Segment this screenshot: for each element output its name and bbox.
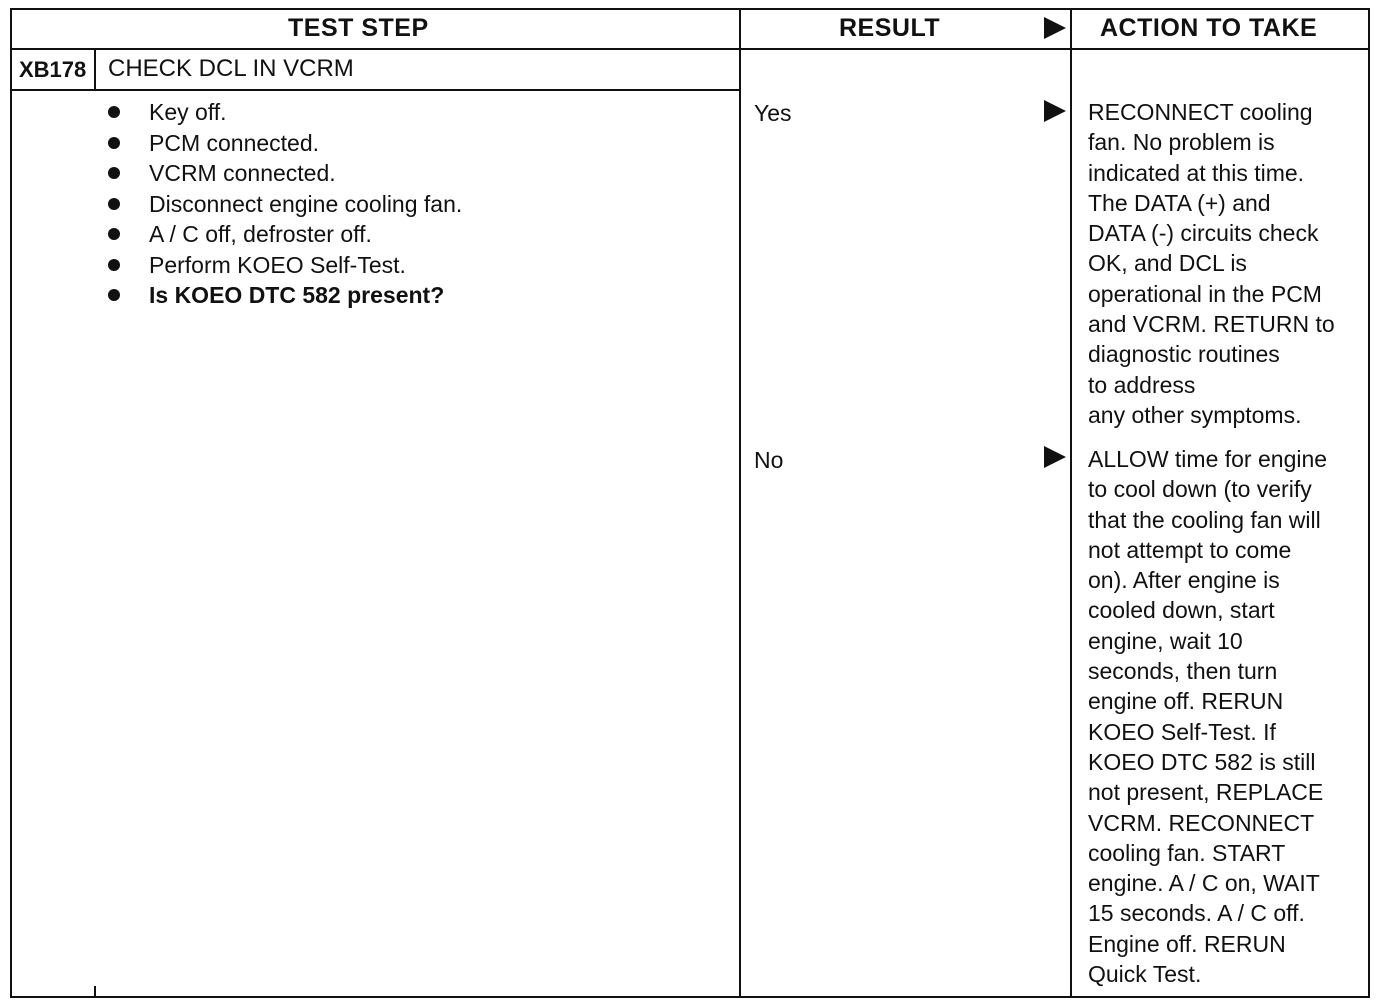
list-item: PCM connected. <box>104 128 462 159</box>
list-item-question: Is KOEO DTC 582 present? <box>104 280 462 311</box>
action-line: operational in the PCM <box>1088 280 1322 307</box>
list-item: Disconnect engine cooling fan. <box>104 189 462 220</box>
action-line: on). After engine is <box>1088 567 1280 594</box>
table-left-border <box>10 8 12 998</box>
action-line: KOEO Self-Test. If <box>1088 718 1276 745</box>
action-line: Engine off. RERUN <box>1088 930 1286 957</box>
table-right-border <box>1368 8 1370 998</box>
bullet-icon <box>108 167 120 179</box>
table-bottom-border <box>10 996 1370 998</box>
action-column-divider <box>1070 8 1072 998</box>
action-line: fan. No problem is <box>1088 129 1275 156</box>
result-no: No <box>754 447 784 473</box>
bullet-icon <box>108 228 120 240</box>
action-line: to address <box>1088 371 1196 398</box>
bullet-icon <box>108 289 120 301</box>
action-line: not present, REPLACE <box>1088 779 1324 806</box>
list-item: Key off. <box>104 97 462 128</box>
result-yes: Yes <box>754 100 792 126</box>
action-line: diagnostic routines <box>1088 341 1280 368</box>
bullet-icon <box>108 198 120 210</box>
list-item: A / C off, defroster off. <box>104 219 462 250</box>
action-line: any other symptoms. <box>1088 401 1302 428</box>
result-yes-arrow-icon <box>1044 100 1066 122</box>
step-title-divider <box>10 89 741 91</box>
action-line: The DATA (+) and <box>1088 189 1271 216</box>
action-line: that the cooling fan will <box>1088 506 1321 533</box>
header-result: RESULT <box>839 14 941 42</box>
action-line: cooling fan. START <box>1088 839 1286 866</box>
header-action-to-take: ACTION TO TAKE <box>1100 14 1318 42</box>
bullet-icon <box>108 106 120 118</box>
header-divider <box>10 48 1370 50</box>
action-line: KOEO DTC 582 is still <box>1088 748 1316 775</box>
list-item: Perform KOEO Self-Test. <box>104 250 462 281</box>
action-line: engine, wait 10 <box>1088 627 1243 654</box>
action-line: DATA (-) circuits check <box>1088 220 1319 247</box>
bullet-icon <box>108 259 120 271</box>
table-top-border <box>10 8 1370 10</box>
step-id-divider <box>94 50 96 91</box>
action-line: RECONNECT cooling <box>1088 99 1313 125</box>
action-line: seconds, then turn <box>1088 658 1278 685</box>
header-arrow-icon <box>1044 17 1066 39</box>
step-instructions <box>104 97 462 311</box>
action-line: OK, and DCL is <box>1088 250 1247 277</box>
action-line: cooled down, start <box>1088 597 1275 624</box>
list-item: VCRM connected. <box>104 158 462 189</box>
result-column-divider <box>739 8 741 998</box>
action-line: Quick Test. <box>1088 961 1202 988</box>
action-line: to cool down (to verify <box>1088 476 1312 503</box>
step-id: XB178 <box>19 57 87 82</box>
action-line: indicated at this time. <box>1088 159 1305 186</box>
action-line: engine. A / C on, WAIT <box>1088 870 1320 897</box>
action-line: not attempt to come <box>1088 536 1292 563</box>
action-line: 15 seconds. A / C off. <box>1088 900 1305 927</box>
header-test-step: TEST STEP <box>288 14 429 42</box>
action-yes <box>1088 97 1335 430</box>
action-no <box>1088 444 1327 989</box>
action-line: and VCRM. RETURN to <box>1088 311 1335 338</box>
step-title: CHECK DCL IN VCRM <box>108 55 354 82</box>
action-line: VCRM. RECONNECT <box>1088 809 1315 836</box>
result-no-arrow-icon <box>1044 446 1066 468</box>
bottom-stub-divider <box>94 986 96 998</box>
action-line: ALLOW time for engine <box>1088 446 1328 472</box>
bullet-icon <box>108 137 120 149</box>
action-line: engine off. RERUN <box>1088 688 1284 715</box>
